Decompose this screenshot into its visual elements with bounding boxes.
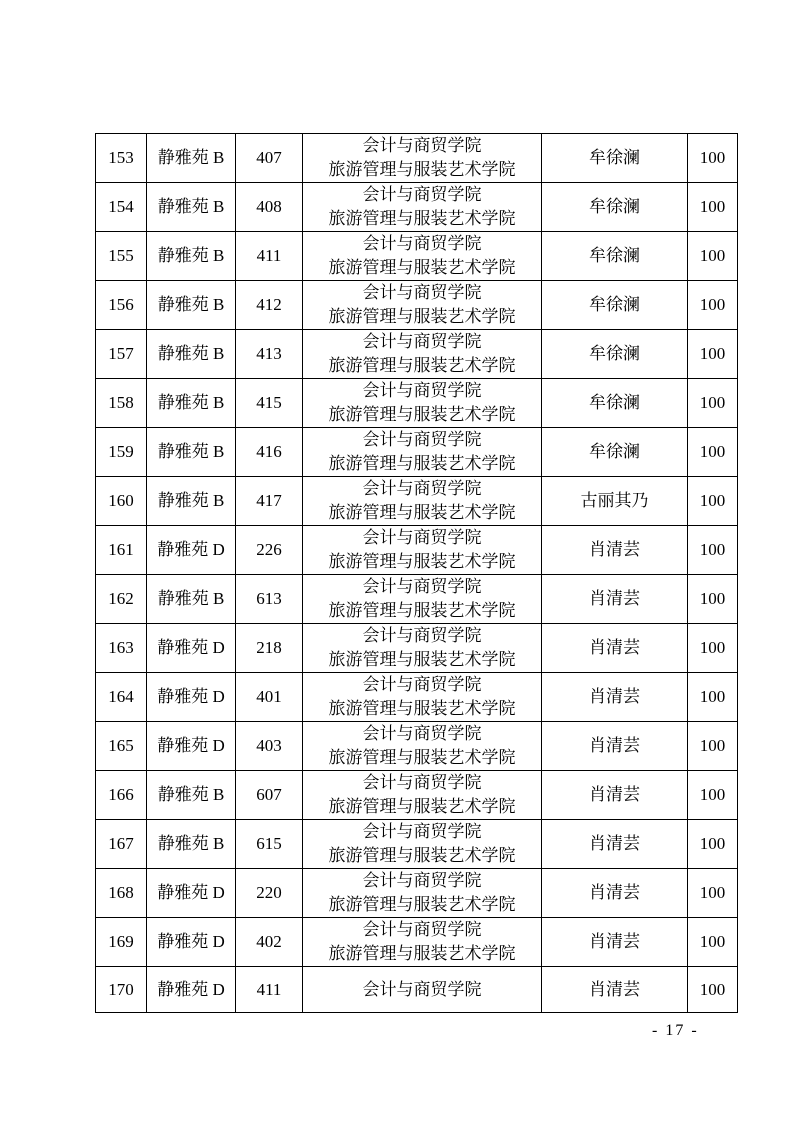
college-line-1: 会计与商贸学院 [362, 283, 482, 302]
college-line-1: 会计与商贸学院 [362, 626, 482, 645]
row-number: 162 [96, 575, 147, 624]
row-number: 153 [96, 134, 147, 183]
college-line-1: 会计与商贸学院 [362, 136, 482, 155]
person-name: 肖清芸 [542, 820, 688, 869]
table-row [96, 428, 738, 477]
college-line-1: 会计与商贸学院 [362, 979, 482, 999]
building: 静雅苑 B [147, 232, 236, 281]
college-line-1: 会计与商贸学院 [362, 234, 482, 253]
score: 100 [688, 281, 738, 330]
room-number: 416 [236, 428, 303, 477]
room-number: 413 [236, 330, 303, 379]
college-line-2: 旅游管理与服装艺术学院 [328, 258, 516, 277]
person-name: 肖清芸 [542, 624, 688, 673]
score: 100 [688, 771, 738, 820]
building: 静雅苑 B [147, 379, 236, 428]
row-number: 158 [96, 379, 147, 428]
college-line-2: 旅游管理与服装艺术学院 [328, 356, 516, 375]
college-line-2: 旅游管理与服装艺术学院 [328, 552, 516, 571]
room-number: 607 [236, 771, 303, 820]
room-number: 411 [236, 232, 303, 281]
college-line-1: 会计与商贸学院 [362, 773, 482, 792]
building: 静雅苑 B [147, 820, 236, 869]
table-row [96, 673, 738, 722]
college-line-2: 旅游管理与服装艺术学院 [328, 307, 516, 326]
row-number: 155 [96, 232, 147, 281]
table-row [96, 918, 738, 967]
dormitory-score-table [95, 133, 738, 1013]
college-line-1: 会计与商贸学院 [362, 479, 482, 498]
college-line-2: 旅游管理与服装艺术学院 [328, 454, 516, 473]
table-row [96, 771, 738, 820]
row-number: 166 [96, 771, 147, 820]
college-line-2: 旅游管理与服装艺术学院 [328, 503, 516, 522]
college [303, 477, 542, 526]
room-number: 403 [236, 722, 303, 771]
room-number: 415 [236, 379, 303, 428]
score: 100 [688, 673, 738, 722]
table-row [96, 134, 738, 183]
college-line-1: 会计与商贸学院 [362, 381, 482, 400]
college [303, 526, 542, 575]
person-name: 肖清芸 [542, 575, 688, 624]
college-line-1: 会计与商贸学院 [362, 332, 482, 351]
college [303, 624, 542, 673]
room-number: 220 [236, 869, 303, 918]
building: 静雅苑 B [147, 134, 236, 183]
college [303, 183, 542, 232]
person-name: 肖清芸 [542, 673, 688, 722]
row-number: 165 [96, 722, 147, 771]
college-line-1: 会计与商贸学院 [362, 675, 482, 694]
score: 100 [688, 575, 738, 624]
person-name: 肖清芸 [542, 967, 688, 1013]
college-line-2: 旅游管理与服装艺术学院 [328, 601, 516, 620]
building: 静雅苑 D [147, 673, 236, 722]
building: 静雅苑 B [147, 183, 236, 232]
college [303, 820, 542, 869]
college-line-1: 会计与商贸学院 [362, 871, 482, 890]
row-number: 154 [96, 183, 147, 232]
building: 静雅苑 B [147, 330, 236, 379]
room-number: 402 [236, 918, 303, 967]
score: 100 [688, 820, 738, 869]
building: 静雅苑 D [147, 526, 236, 575]
room-number: 407 [236, 134, 303, 183]
table-row [96, 624, 738, 673]
row-number: 168 [96, 869, 147, 918]
row-number: 159 [96, 428, 147, 477]
college-line-1: 会计与商贸学院 [362, 577, 482, 596]
college [303, 869, 542, 918]
table-row [96, 869, 738, 918]
row-number: 160 [96, 477, 147, 526]
college [303, 281, 542, 330]
person-name: 肖清芸 [542, 771, 688, 820]
building: 静雅苑 D [147, 967, 236, 1013]
table-row [96, 820, 738, 869]
table-row [96, 232, 738, 281]
person-name: 牟徐澜 [542, 330, 688, 379]
college-line-1: 会计与商贸学院 [362, 430, 482, 449]
building: 静雅苑 D [147, 722, 236, 771]
score: 100 [688, 967, 738, 1013]
table-row [96, 575, 738, 624]
college [303, 722, 542, 771]
row-number: 169 [96, 918, 147, 967]
college [303, 575, 542, 624]
building: 静雅苑 D [147, 624, 236, 673]
score: 100 [688, 918, 738, 967]
room-number: 615 [236, 820, 303, 869]
row-number: 170 [96, 967, 147, 1013]
college [303, 330, 542, 379]
person-name: 肖清芸 [542, 918, 688, 967]
table-row [96, 722, 738, 771]
college-line-2: 旅游管理与服装艺术学院 [328, 895, 516, 914]
room-number: 408 [236, 183, 303, 232]
score: 100 [688, 134, 738, 183]
row-number: 163 [96, 624, 147, 673]
row-number: 167 [96, 820, 147, 869]
building: 静雅苑 B [147, 281, 236, 330]
college-line-2: 旅游管理与服装艺术学院 [328, 160, 516, 179]
room-number: 613 [236, 575, 303, 624]
college [303, 918, 542, 967]
page-number: - 17 - [652, 1022, 699, 1039]
person-name: 肖清芸 [542, 722, 688, 771]
college-line-2: 旅游管理与服装艺术学院 [328, 699, 516, 718]
table-row [96, 281, 738, 330]
building: 静雅苑 B [147, 575, 236, 624]
score: 100 [688, 183, 738, 232]
college [303, 673, 542, 722]
score: 100 [688, 428, 738, 477]
row-number: 161 [96, 526, 147, 575]
building: 静雅苑 D [147, 869, 236, 918]
table-row [96, 330, 738, 379]
college-line-1: 会计与商贸学院 [362, 822, 482, 841]
person-name: 古丽其乃 [542, 477, 688, 526]
row-number: 164 [96, 673, 147, 722]
room-number: 226 [236, 526, 303, 575]
college [303, 771, 542, 820]
building: 静雅苑 B [147, 771, 236, 820]
college [303, 232, 542, 281]
table-row [96, 379, 738, 428]
person-name: 牟徐澜 [542, 134, 688, 183]
room-number: 412 [236, 281, 303, 330]
row-number: 156 [96, 281, 147, 330]
room-number: 417 [236, 477, 303, 526]
person-name: 牟徐澜 [542, 183, 688, 232]
building: 静雅苑 D [147, 918, 236, 967]
college-line-1: 会计与商贸学院 [362, 185, 482, 204]
table-row [96, 526, 738, 575]
score: 100 [688, 330, 738, 379]
person-name: 肖清芸 [542, 526, 688, 575]
college-line-2: 旅游管理与服装艺术学院 [328, 846, 516, 865]
person-name: 肖清芸 [542, 869, 688, 918]
college-line-1: 会计与商贸学院 [362, 528, 482, 547]
college-line-2: 旅游管理与服装艺术学院 [328, 944, 516, 963]
score: 100 [688, 232, 738, 281]
person-name: 牟徐澜 [542, 379, 688, 428]
college-line-2: 旅游管理与服装艺术学院 [328, 650, 516, 669]
college [303, 134, 542, 183]
college [303, 967, 542, 1013]
room-number: 218 [236, 624, 303, 673]
score: 100 [688, 477, 738, 526]
college-line-2: 旅游管理与服装艺术学院 [328, 748, 516, 767]
building: 静雅苑 B [147, 477, 236, 526]
person-name: 牟徐澜 [542, 428, 688, 477]
building: 静雅苑 B [147, 428, 236, 477]
room-number: 401 [236, 673, 303, 722]
score: 100 [688, 379, 738, 428]
person-name: 牟徐澜 [542, 281, 688, 330]
college [303, 379, 542, 428]
person-name: 牟徐澜 [542, 232, 688, 281]
table-row [96, 967, 738, 1013]
room-number: 411 [236, 967, 303, 1013]
table-body [96, 134, 738, 1013]
college-line-2: 旅游管理与服装艺术学院 [328, 209, 516, 228]
score: 100 [688, 722, 738, 771]
college [303, 428, 542, 477]
table-row [96, 183, 738, 232]
college-line-2: 旅游管理与服装艺术学院 [328, 797, 516, 816]
row-number: 157 [96, 330, 147, 379]
college-line-1: 会计与商贸学院 [362, 724, 482, 743]
college-line-2: 旅游管理与服装艺术学院 [328, 405, 516, 424]
table-row [96, 477, 738, 526]
score: 100 [688, 526, 738, 575]
college-line-1: 会计与商贸学院 [362, 920, 482, 939]
score: 100 [688, 624, 738, 673]
score: 100 [688, 869, 738, 918]
